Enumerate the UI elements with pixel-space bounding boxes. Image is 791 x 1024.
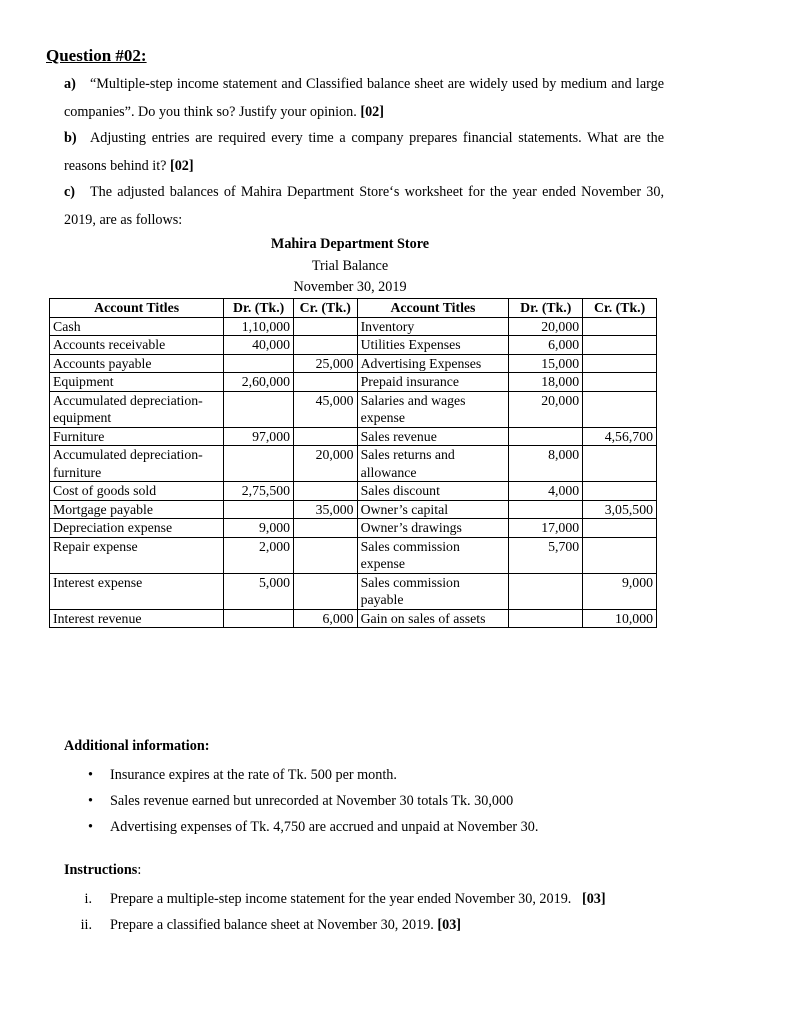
- table-row: [50, 500, 657, 519]
- table-row: [50, 336, 657, 355]
- account-title-cell: Sales commission payable: [357, 573, 509, 609]
- account-title-cell: Depreciation expense: [50, 519, 224, 538]
- part-b: [64, 124, 664, 180]
- credit-cell: [583, 336, 657, 355]
- credit-cell: [583, 391, 657, 427]
- credit-cell: [294, 336, 358, 355]
- account-title-cell: Sales revenue: [357, 427, 509, 446]
- debit-cell: 17,000: [509, 519, 583, 538]
- debit-cell: 2,60,000: [224, 373, 294, 392]
- instructions-heading: [64, 862, 141, 879]
- debit-cell: 6,000: [509, 336, 583, 355]
- instruction-number: ii.: [80, 917, 92, 933]
- table-row: [50, 609, 657, 628]
- credit-cell: 4,56,700: [583, 427, 657, 446]
- debit-cell: [509, 500, 583, 519]
- table-row: [50, 373, 657, 392]
- account-title-cell: Prepaid insurance: [357, 373, 509, 392]
- account-title-cell: Repair expense: [50, 537, 224, 573]
- credit-cell: [294, 317, 358, 336]
- table-header-row: [50, 299, 657, 318]
- question-title: Question #02:: [46, 46, 147, 65]
- account-title-cell: Accounts payable: [50, 354, 224, 373]
- debit-cell: 4,000: [509, 482, 583, 501]
- account-title-cell: Owner’s drawings: [357, 519, 509, 538]
- account-title-cell: Interest expense: [50, 573, 224, 609]
- table-row: [50, 427, 657, 446]
- table-row: [50, 537, 657, 573]
- debit-cell: 18,000: [509, 373, 583, 392]
- credit-cell: [583, 354, 657, 373]
- credit-cell: 20,000: [294, 446, 358, 482]
- credit-cell: [583, 519, 657, 538]
- debit-cell: [224, 391, 294, 427]
- instructions-list: [64, 886, 606, 938]
- additional-info-heading: Additional information:: [64, 738, 210, 754]
- table-row: [50, 317, 657, 336]
- account-title-cell: Mortgage payable: [50, 500, 224, 519]
- account-title-cell: Cash: [50, 317, 224, 336]
- account-title-cell: Cost of goods sold: [50, 482, 224, 501]
- list-item: • Sales revenue earned but unrecorded at November 30 totals Tk. 30,000: [88, 788, 538, 814]
- debit-cell: [509, 609, 583, 628]
- debit-cell: [509, 573, 583, 609]
- credit-cell: 35,000: [294, 500, 358, 519]
- table-row: [50, 446, 657, 482]
- credit-cell: [583, 537, 657, 573]
- company-name: Mahira Department Store: [270, 236, 430, 252]
- credit-cell: [583, 446, 657, 482]
- account-title-cell: Interest revenue: [50, 609, 224, 628]
- credit-cell: [294, 373, 358, 392]
- part-c-text: The adjusted balances of Mahira Department Store‘s worksheet for the year ended November 30, 2019, are as follows:: [64, 184, 664, 228]
- credit-cell: [294, 427, 358, 446]
- debit-cell: 5,000: [224, 573, 294, 609]
- account-title-cell: Accumulated depreciation-furniture: [50, 446, 224, 482]
- table-row: [50, 391, 657, 427]
- account-title-cell: Sales returns and allowance: [357, 446, 509, 482]
- credit-cell: 3,05,500: [583, 500, 657, 519]
- account-title-cell: Owner’s capital: [357, 500, 509, 519]
- header-cr-left: Cr. (Tk.): [294, 299, 358, 318]
- part-c-label: c): [64, 184, 76, 200]
- credit-cell: [583, 482, 657, 501]
- debit-cell: 20,000: [509, 317, 583, 336]
- account-title-cell: Sales commission expense: [357, 537, 509, 573]
- header-cr-right: Cr. (Tk.): [583, 299, 657, 318]
- account-title-cell: Inventory: [357, 317, 509, 336]
- account-title-cell: Sales discount: [357, 482, 509, 501]
- trial-balance-table: [49, 298, 657, 628]
- table-row: [50, 519, 657, 538]
- header-account-titles-right: Account Titles: [357, 299, 509, 318]
- credit-cell: [583, 317, 657, 336]
- account-title-cell: Equipment: [50, 373, 224, 392]
- debit-cell: [224, 354, 294, 373]
- instructions-colon: :: [137, 862, 142, 878]
- instruction-number: i.: [84, 891, 92, 907]
- credit-cell: 10,000: [583, 609, 657, 628]
- header-dr-left: Dr. (Tk.): [224, 299, 294, 318]
- table-row: [50, 354, 657, 373]
- credit-cell: 25,000: [294, 354, 358, 373]
- part-b-marks: [02]: [169, 158, 194, 174]
- table-body: [50, 317, 657, 628]
- debit-cell: 9,000: [224, 519, 294, 538]
- credit-cell: [294, 573, 358, 609]
- part-a: [64, 70, 664, 126]
- credit-cell: 45,000: [294, 391, 358, 427]
- account-title-cell: Accumulated depreciation-equipment: [50, 391, 224, 427]
- part-a-marks: [02]: [360, 104, 384, 120]
- debit-cell: 2,000: [224, 537, 294, 573]
- part-b-label: b): [64, 130, 77, 146]
- part-a-text: “Multiple-step income statement and Classified balance sheet are widely used by medium and large companies”. Do you think so? Justify your opinion.: [64, 76, 664, 120]
- instruction-marks: [03]: [581, 891, 606, 907]
- credit-cell: [294, 537, 358, 573]
- statement-title: Trial Balance: [311, 258, 389, 274]
- debit-cell: 40,000: [224, 336, 294, 355]
- account-title-cell: Utilities Expenses: [357, 336, 509, 355]
- instructions-heading-text: Instructions: [64, 862, 138, 878]
- list-item: • Advertising expenses of Tk. 4,750 are accrued and unpaid at November 30.: [88, 814, 538, 840]
- table-row: [50, 573, 657, 609]
- part-a-label: a): [64, 76, 76, 92]
- list-item: • Insurance expires at the rate of Tk. 500 per month.: [88, 762, 538, 788]
- credit-cell: 9,000: [583, 573, 657, 609]
- part-b-text: Adjusting entries are required every time a company prepares financial statements. What are the reasons behind it?: [64, 130, 664, 174]
- debit-cell: 15,000: [509, 354, 583, 373]
- list-item: [64, 912, 606, 938]
- debit-cell: [224, 609, 294, 628]
- account-title-cell: Gain on sales of assets: [357, 609, 509, 628]
- account-title-cell: Salaries and wages expense: [357, 391, 509, 427]
- header-dr-right: Dr. (Tk.): [509, 299, 583, 318]
- credit-cell: [294, 482, 358, 501]
- credit-cell: [583, 373, 657, 392]
- part-c: [64, 178, 664, 234]
- debit-cell: 1,10,000: [224, 317, 294, 336]
- debit-cell: 8,000: [509, 446, 583, 482]
- credit-cell: [294, 519, 358, 538]
- debit-cell: [509, 427, 583, 446]
- instruction-marks: [03]: [437, 917, 462, 933]
- debit-cell: 97,000: [224, 427, 294, 446]
- debit-cell: 20,000: [509, 391, 583, 427]
- account-title-cell: Advertising Expenses: [357, 354, 509, 373]
- debit-cell: 2,75,500: [224, 482, 294, 501]
- debit-cell: 5,700: [509, 537, 583, 573]
- list-item: [64, 886, 606, 912]
- instruction-text: Prepare a classified balance sheet at November 30, 2019.: [110, 917, 434, 933]
- debit-cell: [224, 446, 294, 482]
- instruction-text: Prepare a multiple-step income statement for the year ended November 30, 2019.: [110, 891, 572, 907]
- header-account-titles-left: Account Titles: [50, 299, 224, 318]
- debit-cell: [224, 500, 294, 519]
- account-title-cell: Accounts receivable: [50, 336, 224, 355]
- credit-cell: 6,000: [294, 609, 358, 628]
- statement-date: November 30, 2019: [293, 279, 407, 295]
- table-row: [50, 482, 657, 501]
- account-title-cell: Furniture: [50, 427, 224, 446]
- additional-info-list: [88, 762, 538, 840]
